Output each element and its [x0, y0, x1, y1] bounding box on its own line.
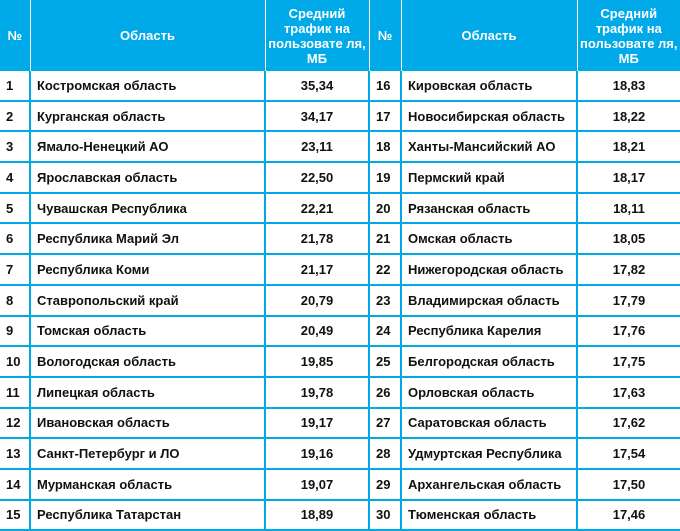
row-value-left: 22,21: [265, 193, 369, 224]
table-row: [0, 71, 680, 101]
row-number-right: 27: [369, 408, 401, 439]
row-number-right: 25: [369, 346, 401, 377]
header-value-right: Средний трафик на пользовате ля, МБ: [577, 0, 680, 71]
row-region-left: Республика Коми: [30, 254, 265, 285]
table-row: [0, 438, 680, 469]
table-header: [0, 0, 680, 71]
row-value-right: 17,54: [577, 438, 680, 469]
row-number-right: 24: [369, 316, 401, 347]
table-row: [0, 285, 680, 316]
row-number-left: 14: [0, 469, 30, 500]
row-value-left: 20,79: [265, 285, 369, 316]
row-value-right: 18,83: [577, 71, 680, 101]
row-value-right: 17,79: [577, 285, 680, 316]
row-value-right: 18,22: [577, 101, 680, 132]
table-row: [0, 131, 680, 162]
row-value-left: 21,17: [265, 254, 369, 285]
row-region-left: Чувашская Республика: [30, 193, 265, 224]
row-value-right: 17,62: [577, 408, 680, 439]
row-value-right: 18,05: [577, 223, 680, 254]
row-region-right: Орловская область: [401, 377, 577, 408]
row-value-right: 17,75: [577, 346, 680, 377]
row-number-right: 17: [369, 101, 401, 132]
row-value-left: 21,78: [265, 223, 369, 254]
row-value-right: 17,76: [577, 316, 680, 347]
row-number-left: 10: [0, 346, 30, 377]
row-region-left: Ивановская область: [30, 408, 265, 439]
row-number-right: 18: [369, 131, 401, 162]
row-number-right: 28: [369, 438, 401, 469]
row-region-left: Ямало-Ненецкий АО: [30, 131, 265, 162]
table-row: [0, 316, 680, 347]
row-region-left: Ставропольский край: [30, 285, 265, 316]
row-number-right: 16: [369, 71, 401, 101]
row-number-left: 6: [0, 223, 30, 254]
header-value-left: Средний трафик на пользовате ля, МБ: [265, 0, 369, 71]
row-region-right: Архангельская область: [401, 469, 577, 500]
row-region-left: Вологодская область: [30, 346, 265, 377]
row-region-right: Саратовская область: [401, 408, 577, 439]
row-region-left: Ярославская область: [30, 162, 265, 193]
row-number-left: 13: [0, 438, 30, 469]
row-number-right: 22: [369, 254, 401, 285]
row-value-right: 17,63: [577, 377, 680, 408]
row-number-left: 4: [0, 162, 30, 193]
row-value-left: 19,78: [265, 377, 369, 408]
row-value-right: 17,82: [577, 254, 680, 285]
row-value-left: 19,17: [265, 408, 369, 439]
row-region-left: Костромская область: [30, 71, 265, 101]
table-row: [0, 346, 680, 377]
row-value-left: 18,89: [265, 500, 369, 531]
row-number-right: 20: [369, 193, 401, 224]
row-number-right: 21: [369, 223, 401, 254]
row-number-left: 12: [0, 408, 30, 439]
row-region-right: Республика Карелия: [401, 316, 577, 347]
header-num-right: №: [369, 0, 401, 71]
row-value-left: 34,17: [265, 101, 369, 132]
header-region-right: Область: [401, 0, 577, 71]
row-region-left: Республика Татарстан: [30, 500, 265, 531]
row-region-right: Удмуртская Республика: [401, 438, 577, 469]
row-region-left: Мурманская область: [30, 469, 265, 500]
row-value-right: 17,46: [577, 500, 680, 531]
table-row: [0, 223, 680, 254]
row-number-right: 19: [369, 162, 401, 193]
row-value-left: 20,49: [265, 316, 369, 347]
table-row: [0, 500, 680, 531]
table-row: [0, 408, 680, 439]
header-num-left: №: [0, 0, 30, 71]
row-number-left: 5: [0, 193, 30, 224]
row-region-left: Санкт-Петербург и ЛО: [30, 438, 265, 469]
row-value-right: 18,17: [577, 162, 680, 193]
row-number-left: 11: [0, 377, 30, 408]
row-region-right: Белгородская область: [401, 346, 577, 377]
row-region-right: Владимирская область: [401, 285, 577, 316]
row-number-right: 29: [369, 469, 401, 500]
row-value-left: 19,07: [265, 469, 369, 500]
table-row: [0, 193, 680, 224]
row-region-left: Томская область: [30, 316, 265, 347]
row-value-left: 35,34: [265, 71, 369, 101]
row-number-left: 9: [0, 316, 30, 347]
row-region-right: Ханты-Мансийский АО: [401, 131, 577, 162]
row-value-left: 19,85: [265, 346, 369, 377]
row-region-right: Пермский край: [401, 162, 577, 193]
row-region-right: Омская область: [401, 223, 577, 254]
row-value-left: 23,11: [265, 131, 369, 162]
table-row: [0, 101, 680, 132]
row-region-left: Республика Марий Эл: [30, 223, 265, 254]
table-row: [0, 254, 680, 285]
row-number-right: 30: [369, 500, 401, 531]
row-number-left: 3: [0, 131, 30, 162]
row-region-left: Курганская область: [30, 101, 265, 132]
row-number-right: 23: [369, 285, 401, 316]
header-row: [0, 0, 680, 71]
row-region-right: Новосибирская область: [401, 101, 577, 132]
row-number-right: 26: [369, 377, 401, 408]
row-value-right: 18,21: [577, 131, 680, 162]
table-row: [0, 162, 680, 193]
row-value-left: 19,16: [265, 438, 369, 469]
row-number-left: 15: [0, 500, 30, 531]
table-body: [0, 71, 680, 530]
row-region-right: Кировская область: [401, 71, 577, 101]
row-value-right: 18,11: [577, 193, 680, 224]
table-row: [0, 469, 680, 500]
row-region-right: Рязанская область: [401, 193, 577, 224]
row-number-left: 2: [0, 101, 30, 132]
row-region-left: Липецкая область: [30, 377, 265, 408]
row-value-left: 22,50: [265, 162, 369, 193]
header-region-left: Область: [30, 0, 265, 71]
row-value-right: 17,50: [577, 469, 680, 500]
row-number-left: 1: [0, 71, 30, 101]
table-row: [0, 377, 680, 408]
row-number-left: 8: [0, 285, 30, 316]
row-region-right: Нижегородская область: [401, 254, 577, 285]
row-region-right: Тюменская область: [401, 500, 577, 531]
row-number-left: 7: [0, 254, 30, 285]
